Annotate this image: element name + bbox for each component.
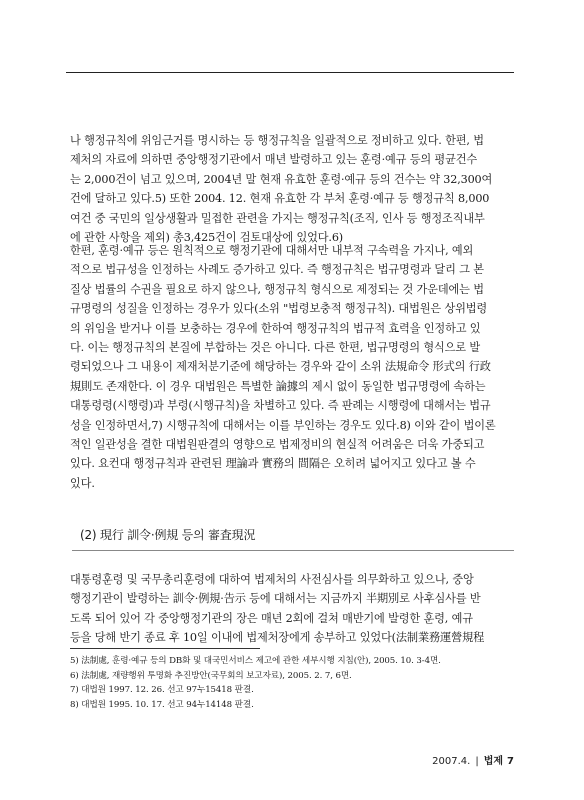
paragraph-line: 대통령훈령 및 국무총리훈령에 대하여 법제처의 사전심사를 의무화하고 있으나, 중앙 [70, 573, 474, 586]
section-heading: (2) 現行 訓令·例規 등의 審査現況 [80, 528, 256, 542]
paragraph-line: 등을 당해 반기 종료 후 10일 이내에 법제처장에게 송부하고 있었다(法制業務運營規程 [70, 631, 485, 645]
paragraph-line: 규명령의 성질을 인정하는 경우가 있다(소위 "법령보충적 행정규칙). 대법원은 상위법령 [70, 302, 488, 316]
footnote: 8) 대법원 1995. 10. 17. 선고 94누14148 판결. [70, 699, 254, 710]
footnote: 7) 대법원 1997. 12. 26. 선고 97누15418 판결. [70, 685, 254, 696]
paragraph-2 [70, 241, 514, 493]
header-rule [66, 72, 514, 73]
paragraph-line: 질상 법률의 수권을 필요로 하지 않으나, 행정규칙 형식으로 제정되는 것 가운데에는 법 [70, 282, 484, 296]
paragraph-line: 의 위임을 받거나 이를 보충하는 경우에 한하여 행정규칙의 법규적 효력을 인정하고 있 [70, 321, 481, 335]
paragraph-1 [70, 131, 514, 247]
page-number: 7 [507, 756, 514, 767]
issue-date: 2007.4. [432, 756, 471, 767]
footnote: 6) 法制處, 재량행위 투명화 추진방안(국무회의 보고자료), 2005. 2. 7, 6면. [70, 670, 352, 681]
paragraph-line: 행정기관이 발령하는 訓令·例規·告示 등에 대해서는 지금까지 半期別로 사후심사를 반 [70, 592, 481, 606]
paragraph-line: 있다. 요컨대 행정규칙과 관련된 理論과 實務의 間隔은 오히려 넓어지고 있다고 볼 수 [70, 457, 476, 471]
paragraph-line: 한편, 훈령·예규 등은 원칙적으로 행정기관에 대해서만 내부적 구속력을 가지나, 예외 [70, 244, 474, 257]
section-rule [72, 550, 514, 551]
paragraph-line: 성을 인정하면서,7) 시행규칙에 대해서는 이를 부인하는 경우도 있다.8) 이와 같이 법이론 [70, 418, 496, 432]
paragraph-line: 나 행정규칙에 위임근거를 명시하는 등 행정규칙을 일괄적으로 정비하고 있다. 한편, 법 [70, 134, 484, 147]
magazine-title: 법제 [483, 756, 504, 767]
paragraph-line: 여건 중 국민의 일상생활과 밀접한 관련을 가지는 행정규칙(조직, 인사 등 행정조직내부 [70, 211, 485, 225]
paragraph-line: 제처의 자료에 의하면 중앙행정기관에서 매년 발령하고 있는 훈령·예규 등의 평균건수 [70, 153, 478, 167]
paragraph-line: 도록 되어 있어 각 중앙행정기관의 장은 매년 2회에 걸쳐 매반기에 발령한 훈령, 예규 [70, 611, 473, 625]
paragraph-line: 적으로 법규성을 인정하는 사례도 증가하고 있다. 즉 행정규칙은 법규명령과 달리 그 본 [70, 263, 484, 277]
paragraph-line: 規則도 존재한다. 이 경우 대법원은 특별한 論據의 제시 없이 동일한 법규명령에 속하는 [70, 379, 486, 393]
paragraph-line: 대통령령(시행령)과 부령(시행규칙)을 차별하고 있다. 즉 판례는 시행령에 대해서는 법규 [70, 399, 491, 413]
paragraph-line: 령되었으나 그 내용이 제재처분기준에 해당하는 경우와 같이 소위 法規命令 形式의 行政 [70, 360, 491, 374]
paragraph-line: 는 2,000건이 넘고 있으며, 2004년 말 현재 유효한 훈령·예규 등의 건수는 약 32,300여 [70, 172, 493, 186]
paragraph-line: 적인 일관성을 결한 대법원판결의 영향으로 법제정비의 현실적 어려움은 더욱 가중되고 [70, 437, 485, 451]
footnotes [70, 654, 510, 712]
paragraph-line: 에 관한 사항을 제외) 총3,425건이 검토대상에 있었다.6) [70, 230, 344, 244]
paragraph-line: 다. 이는 행정규칙의 본질에 부합하는 것은 아니다. 다른 한편, 법규명령의 형식으로 발 [70, 340, 481, 354]
footnote: 5) 法制處, 훈령·예규 등의 DB화 및 대국민서비스 제고에 관한 세부시행 지침(안), 2005. 10. 3-4면. [70, 656, 441, 666]
paragraph-line: 있다. [70, 476, 95, 490]
paragraph-3 [70, 570, 514, 648]
footnote-rule [70, 648, 260, 649]
paragraph-line: 건에 달하고 있다.5) 또한 2004. 12. 현재 유효한 각 부처 훈령·예규 등 행정규칙 8,000 [70, 192, 490, 206]
footer-separator: | [475, 756, 479, 767]
page-footer [432, 752, 514, 767]
